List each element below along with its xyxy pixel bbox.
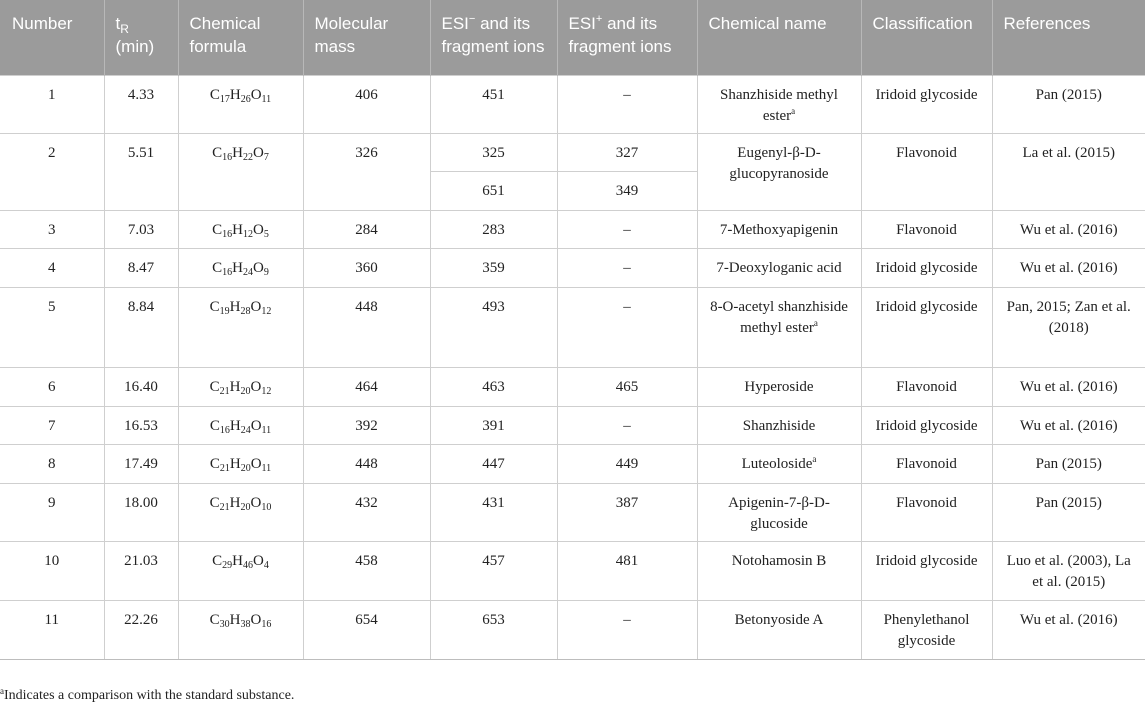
formula-element: C — [209, 455, 220, 472]
chemical-formula — [178, 133, 303, 210]
row-number: 2 — [0, 133, 104, 210]
chemical-formula — [178, 287, 303, 367]
retention-time: 17.49 — [104, 444, 178, 483]
formula-count: 12 — [261, 305, 272, 317]
formula-element: O — [250, 298, 262, 315]
formula-element: C — [212, 221, 223, 238]
formula-count: 11 — [261, 424, 272, 436]
molecular-mass: 284 — [303, 210, 430, 248]
chemical-name-text: Shanzhiside — [742, 417, 816, 434]
header-esi-negative: ESI− and its fragment ions — [430, 0, 557, 75]
molecular-mass: 654 — [303, 600, 430, 659]
formula-count: 22 — [243, 151, 253, 163]
row-number: 5 — [0, 287, 104, 367]
header-molecular-mass: Molecular mass — [303, 0, 430, 75]
molecular-mass: 432 — [303, 483, 430, 541]
formula-element: O — [250, 378, 262, 395]
chemical-name-text: Betonyoside A — [734, 611, 824, 628]
molecular-mass: 448 — [303, 444, 430, 483]
header-retention-time: $t_R$ (min) — [104, 0, 178, 75]
formula-element: O — [253, 221, 264, 238]
chemical-name — [697, 248, 861, 287]
retention-time: 16.40 — [104, 367, 178, 406]
reference: Pan (2015) — [992, 75, 1145, 133]
footnote-mark: a — [0, 686, 4, 696]
esi-positive-ions: 387 — [557, 483, 697, 541]
chemical-name — [697, 541, 861, 600]
chemical-formula — [178, 367, 303, 406]
table-row — [0, 600, 1145, 659]
reference: Pan (2015) — [992, 483, 1145, 541]
table-row — [0, 248, 1145, 287]
esi-positive-ions: – — [557, 210, 697, 248]
chemical-name — [697, 210, 861, 248]
molecular-mass: 360 — [303, 248, 430, 287]
table-row — [0, 210, 1145, 248]
reference: Luo et al. (2003), La et al. (2015) — [992, 541, 1145, 600]
chemical-name-text: 7-Deoxyloganic acid — [716, 259, 842, 276]
chemical-formula — [178, 210, 303, 248]
formula-count: 11 — [261, 93, 272, 105]
formula-count: 20 — [240, 385, 251, 397]
formula-count: 21 — [219, 501, 230, 513]
chemical-formula — [178, 541, 303, 600]
chemical-name — [697, 133, 861, 210]
chemical-name — [697, 75, 861, 133]
retention-time: 21.03 — [104, 541, 178, 600]
esi-negative-ions: 283 — [430, 210, 557, 248]
formula-element: C — [209, 494, 220, 511]
chemical-formula — [178, 75, 303, 133]
table-footnote — [0, 688, 294, 704]
row-number: 6 — [0, 367, 104, 406]
classification: Flavonoid — [861, 367, 992, 406]
table-row — [0, 541, 1145, 600]
standard-substance-mark: a — [791, 105, 796, 116]
formula-count: 24 — [243, 266, 253, 278]
formula-element: O — [250, 455, 262, 472]
table-row — [0, 133, 1145, 171]
formula-count: 5 — [263, 228, 269, 240]
reference: Wu et al. (2016) — [992, 406, 1145, 444]
formula-element: H — [229, 611, 241, 628]
formula-element: O — [253, 144, 264, 161]
formula-count: 10 — [261, 501, 272, 513]
header-classification: Classification — [861, 0, 992, 75]
esi-negative-ions: 325 — [430, 133, 557, 171]
formula-element: H — [229, 494, 241, 511]
row-number: 3 — [0, 210, 104, 248]
formula-count: 20 — [240, 501, 251, 513]
reference: Wu et al. (2016) — [992, 210, 1145, 248]
chemical-name-text: 8-O-acetyl shanzhiside methyl ester — [710, 298, 848, 336]
retention-time: 18.00 — [104, 483, 178, 541]
molecular-mass: 326 — [303, 133, 430, 210]
formula-count: 12 — [261, 385, 272, 397]
retention-time: 4.33 — [104, 75, 178, 133]
retention-time: 8.84 — [104, 287, 178, 367]
table-row — [0, 367, 1145, 406]
formula-element: O — [250, 86, 262, 103]
formula-count: 20 — [240, 462, 251, 474]
chemical-name — [697, 600, 861, 659]
table-row — [0, 483, 1145, 541]
chemical-formula — [178, 406, 303, 444]
formula-element: H — [229, 417, 241, 434]
formula-count: 17 — [219, 93, 230, 105]
chemical-name — [697, 367, 861, 406]
chemical-name-text: Eugenyl-β-D-glucopyranoside — [729, 144, 829, 182]
formula-element: C — [209, 298, 220, 315]
esi-negative-ions: 457 — [430, 541, 557, 600]
formula-element: O — [250, 417, 262, 434]
header-chemical-name: Chemical name — [697, 0, 861, 75]
esi-positive-ions: – — [557, 75, 697, 133]
chemical-name-text: Hyperoside — [744, 378, 814, 395]
standard-substance-mark: a — [812, 453, 817, 464]
chemical-formula — [178, 600, 303, 659]
esi-negative-ions: 447 — [430, 444, 557, 483]
formula-element: O — [250, 611, 262, 628]
formula-count: 29 — [222, 559, 233, 571]
esi-negative-ions: 651 — [430, 171, 557, 210]
classification: Iridoid glycoside — [861, 75, 992, 133]
classification: Iridoid glycoside — [861, 287, 992, 367]
formula-count: 16 — [219, 424, 230, 436]
formula-element: C — [209, 86, 220, 103]
chemical-name-text: Luteoloside — [741, 455, 813, 472]
esi-negative-ions: 463 — [430, 367, 557, 406]
row-number: 10 — [0, 541, 104, 600]
esi-positive-ions: 481 — [557, 541, 697, 600]
chemical-formula — [178, 483, 303, 541]
formula-element: H — [229, 378, 241, 395]
formula-element: H — [232, 552, 243, 569]
chemical-name — [697, 406, 861, 444]
formula-element: C — [209, 611, 220, 628]
molecular-mass: 458 — [303, 541, 430, 600]
retention-time: 5.51 — [104, 133, 178, 210]
formula-element: H — [232, 144, 243, 161]
header-row — [0, 0, 1145, 75]
chemical-formula — [178, 248, 303, 287]
formula-element: O — [253, 259, 264, 276]
chemical-name-text: Notohamosin B — [731, 552, 827, 569]
formula-element: H — [229, 86, 241, 103]
header-chemical-formula: Chemical formula — [178, 0, 303, 75]
formula-count: 26 — [240, 93, 251, 105]
retention-time: 8.47 — [104, 248, 178, 287]
row-number: 9 — [0, 483, 104, 541]
formula-element: C — [209, 417, 220, 434]
formula-count: 16 — [222, 228, 233, 240]
row-number: 8 — [0, 444, 104, 483]
retention-time: 22.26 — [104, 600, 178, 659]
formula-element: C — [212, 259, 223, 276]
formula-count: 21 — [219, 385, 230, 397]
footnote-text: Indicates a comparison with the standard substance. — [4, 688, 295, 703]
esi-negative-ions: 653 — [430, 600, 557, 659]
chemical-name-text: Shanzhiside methyl ester — [720, 86, 838, 124]
classification: Flavonoid — [861, 210, 992, 248]
chemical-name — [697, 483, 861, 541]
formula-count: 12 — [243, 228, 253, 240]
classification: Flavonoid — [861, 133, 992, 210]
classification: Iridoid glycoside — [861, 248, 992, 287]
esi-positive-ions: 349 — [557, 171, 697, 210]
formula-count: 7 — [263, 151, 269, 163]
table-body — [0, 75, 1145, 659]
esi-positive-ions: 327 — [557, 133, 697, 171]
esi-negative-ions: 493 — [430, 287, 557, 367]
molecular-mass: 392 — [303, 406, 430, 444]
retention-time: 16.53 — [104, 406, 178, 444]
esi-negative-ions: 359 — [430, 248, 557, 287]
classification: Flavonoid — [861, 483, 992, 541]
formula-count: 16 — [222, 266, 233, 278]
formula-count: 24 — [240, 424, 251, 436]
formula-element: O — [253, 552, 264, 569]
formula-count: 16 — [261, 618, 272, 630]
reference: La et al. (2015) — [992, 133, 1145, 210]
reference: Wu et al. (2016) — [992, 248, 1145, 287]
esi-positive-ions: – — [557, 600, 697, 659]
table-row — [0, 287, 1145, 367]
header-references: References — [992, 0, 1145, 75]
table-row — [0, 75, 1145, 133]
table-row — [0, 406, 1145, 444]
reference: Wu et al. (2016) — [992, 367, 1145, 406]
reference: Wu et al. (2016) — [992, 600, 1145, 659]
classification: Phenylethanol glycoside — [861, 600, 992, 659]
formula-count: 16 — [222, 151, 233, 163]
row-number: 7 — [0, 406, 104, 444]
formula-count: 38 — [240, 618, 251, 630]
formula-count: 11 — [261, 462, 272, 474]
chemical-name — [697, 287, 861, 367]
formula-count: 21 — [219, 462, 230, 474]
formula-element: H — [232, 259, 243, 276]
esi-positive-ions: 449 — [557, 444, 697, 483]
esi-positive-ions: – — [557, 406, 697, 444]
esi-positive-ions: 465 — [557, 367, 697, 406]
classification: Iridoid glycoside — [861, 406, 992, 444]
chemical-name-text: Apigenin-7-β-D-glucoside — [728, 494, 830, 532]
formula-count: 28 — [240, 305, 251, 317]
formula-element: C — [212, 144, 223, 161]
classification: Flavonoid — [861, 444, 992, 483]
formula-count: 4 — [263, 559, 269, 571]
formula-count: 46 — [243, 559, 253, 571]
reference: Pan (2015) — [992, 444, 1145, 483]
formula-element: C — [212, 552, 223, 569]
molecular-mass: 406 — [303, 75, 430, 133]
row-number: 1 — [0, 75, 104, 133]
esi-negative-ions: 451 — [430, 75, 557, 133]
esi-negative-ions: 391 — [430, 406, 557, 444]
row-number: 11 — [0, 600, 104, 659]
formula-element: C — [209, 378, 220, 395]
chemical-formula — [178, 444, 303, 483]
formula-count: 19 — [219, 305, 230, 317]
molecular-mass: 464 — [303, 367, 430, 406]
esi-negative-ions: 431 — [430, 483, 557, 541]
molecular-mass: 448 — [303, 287, 430, 367]
table-row — [0, 444, 1145, 483]
formula-element: O — [250, 494, 262, 511]
esi-positive-ions: – — [557, 248, 697, 287]
retention-time: 7.03 — [104, 210, 178, 248]
formula-count: 30 — [219, 618, 230, 630]
formula-element: H — [232, 221, 243, 238]
chemical-name — [697, 444, 861, 483]
formula-element: H — [229, 298, 241, 315]
standard-substance-mark: a — [813, 317, 818, 328]
chemical-name-text: 7-Methoxyapigenin — [719, 221, 839, 238]
row-number: 4 — [0, 248, 104, 287]
header-number: Number — [0, 0, 104, 75]
header-esi-positive: ESI+ and its fragment ions — [557, 0, 697, 75]
reference: Pan, 2015; Zan et al. (2018) — [992, 287, 1145, 367]
classification: Iridoid glycoside — [861, 541, 992, 600]
esi-positive-ions: – — [557, 287, 697, 367]
formula-count: 9 — [263, 266, 269, 278]
formula-element: H — [229, 455, 241, 472]
